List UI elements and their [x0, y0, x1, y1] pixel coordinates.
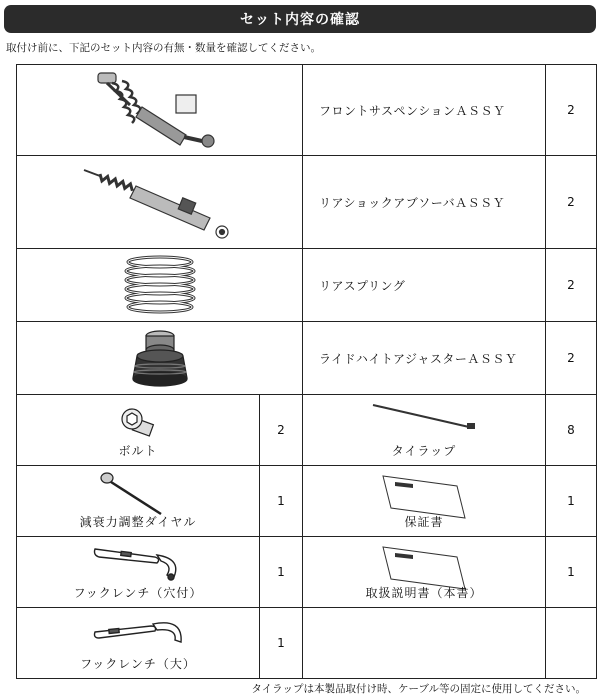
part-name: フックレンチ（大）: [80, 657, 196, 671]
empty-cell: [303, 608, 546, 679]
part-name: ボルト: [118, 444, 158, 458]
intro-text: 取付け前に、下記のセット内容の有無・数量を確認してください。: [6, 42, 321, 54]
damping-dial-icon: [99, 470, 169, 518]
part-name: フックレンチ（穴付）: [73, 586, 203, 600]
part-qty: 2: [546, 249, 597, 322]
ride-height-adjuster-icon: [125, 326, 195, 390]
table-row: [17, 395, 597, 466]
part-image-cell: [303, 537, 546, 608]
table-row: [17, 65, 597, 156]
part-name: リアスプリング: [303, 249, 546, 322]
table-row: [17, 608, 597, 679]
part-qty: 1: [546, 537, 597, 608]
empty-cell: [546, 608, 597, 679]
part-qty: 1: [546, 466, 597, 537]
table-row: [17, 322, 597, 395]
part-qty: 2: [260, 395, 303, 466]
part-image-cell: [17, 537, 260, 608]
part-qty: 1: [260, 466, 303, 537]
part-qty: 2: [546, 322, 597, 395]
part-name: 保証書: [404, 515, 444, 529]
part-qty: 2: [546, 156, 597, 249]
rear-spring-icon: [115, 254, 205, 316]
part-image-cell: [17, 65, 303, 156]
part-qty: 1: [260, 608, 303, 679]
hook-wrench-holed-icon: [91, 541, 187, 585]
table-row: [17, 249, 597, 322]
part-image-cell: [303, 395, 546, 466]
part-name: タイラップ: [391, 444, 457, 458]
part-name: 取扱説明書（本書）: [365, 586, 483, 600]
part-image-cell: [17, 395, 260, 466]
bolt-icon: [117, 403, 157, 443]
parts-table: [16, 64, 597, 679]
part-image-cell: [17, 322, 303, 395]
part-name: リアショックアブソーバＡＳＳＹ: [303, 156, 546, 249]
section-header: [4, 5, 596, 33]
part-image-cell: [17, 249, 303, 322]
footnote-text: タイラップは本製品取付け時、ケーブル等の固定に使用してください。: [251, 683, 586, 695]
table-row: [17, 466, 597, 537]
section-title: セット内容の確認: [240, 12, 360, 28]
rear-shock-absorber-icon: [80, 162, 240, 242]
table-row: [17, 156, 597, 249]
hook-wrench-large-icon: [91, 614, 187, 654]
cable-tie-icon: [369, 401, 479, 431]
part-image-cell: [17, 156, 303, 249]
part-image-cell: [303, 466, 546, 537]
front-suspension-icon: [90, 69, 230, 151]
part-qty: 1: [260, 537, 303, 608]
part-qty: 8: [546, 395, 597, 466]
part-image-cell: [17, 466, 260, 537]
table-row: [17, 537, 597, 608]
part-image-cell: [17, 608, 260, 679]
part-name: ライドハイトアジャスターＡＳＳＹ: [303, 322, 546, 395]
part-qty: 2: [546, 65, 597, 156]
part-name: 減衰力調整ダイヤル: [79, 515, 197, 529]
part-name: フロントサスペンションＡＳＳＹ: [303, 65, 546, 156]
